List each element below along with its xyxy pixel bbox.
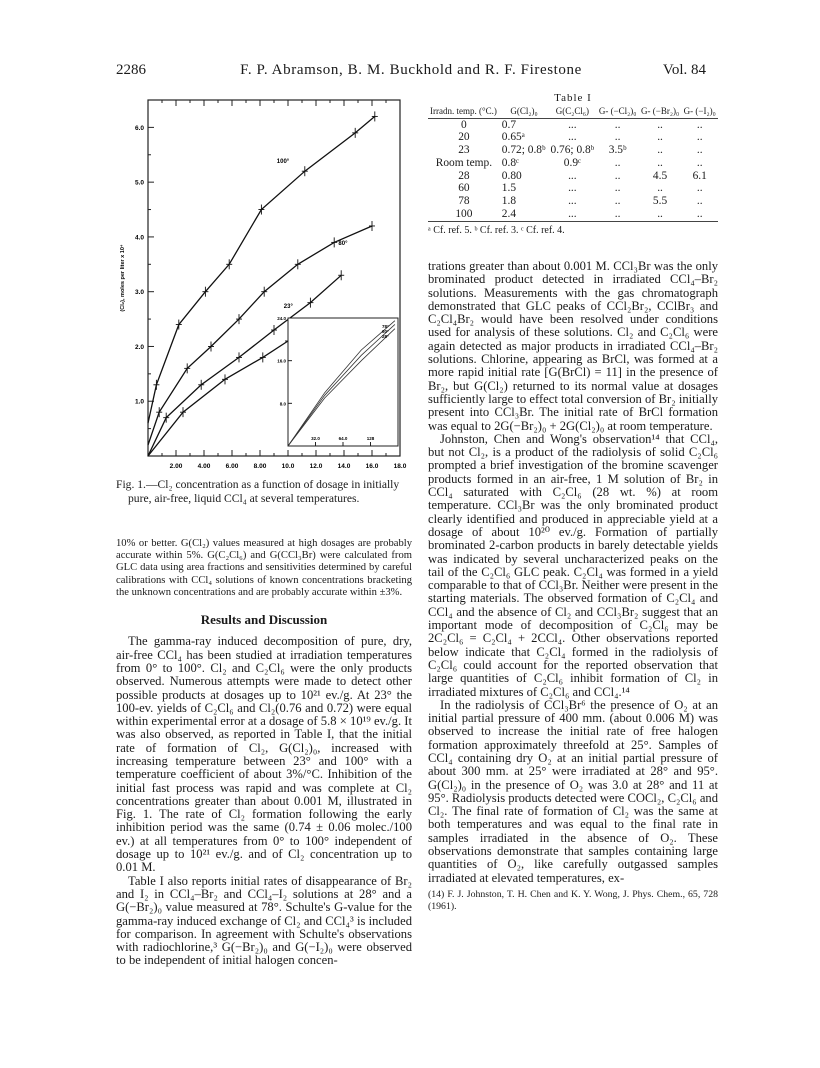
table-cell: 0 — [461, 118, 467, 131]
table-1 — [428, 92, 718, 236]
inset-y-tick-label: 8.0 — [279, 401, 286, 407]
inset-x-tick-label: 64.0 — [338, 436, 348, 441]
table-row — [428, 157, 718, 170]
running-header — [116, 62, 706, 82]
x-tick-label: 14.0 — [337, 463, 351, 470]
table-cell: 20 — [458, 131, 470, 144]
table-cell: .. — [696, 131, 703, 144]
section-title: Results and Discussion — [200, 612, 328, 628]
table-cell: ... — [548, 208, 596, 221]
table-cell: ... — [568, 118, 577, 131]
table-cell: .. — [597, 208, 639, 221]
x-tick-label: 16.0 — [365, 463, 379, 470]
table-cell: 0.72; 0.8ᵇ — [501, 144, 546, 157]
table-cell: 6.1 — [692, 169, 707, 182]
table-cell: 0.65ᵃ — [501, 131, 525, 144]
inset-series-label: 78° — [382, 324, 389, 329]
inset-y-tick-label: 16.0 — [277, 358, 286, 364]
table-column-header: Irradn. temp. (°C.) — [428, 106, 500, 118]
volume-label: Vol. 84 — [662, 62, 706, 78]
table-column-header: G- (−Cl₂)₀ — [597, 106, 639, 118]
y-tick-label: 4.0 — [134, 234, 144, 242]
table-cell: .. — [614, 118, 621, 131]
table-row — [428, 131, 718, 144]
left-column — [116, 538, 412, 968]
table-cell: 28 — [458, 169, 470, 182]
figure-1-chart — [116, 90, 412, 470]
methods-paragraph: 10% or better. G(Cl₂) values measured at high dosages are probably accurate within 5%. G(C₂Cl₆) and G(CCl₃Br) were calculated from GLC data using area fractions and sensitivities determined by careful calibrations with CCl₄ solutions of known concentrations bracketing the unknown concentrations and are probably accurate within ±3%. — [116, 538, 412, 598]
x-tick-label: 12.0 — [309, 463, 323, 470]
table-cell: .. — [657, 131, 663, 144]
table-cell: 0.9ᶜ — [563, 156, 581, 169]
table-cell: .. — [696, 195, 703, 208]
table-row — [428, 144, 718, 157]
table-footnote: ᵃ Cf. ref. 5. ᵇ Cf. ref. 3. ᶜ Cf. ref. 4. — [428, 224, 565, 236]
table-cell: ... — [568, 195, 577, 208]
paragraph: Johnston, Chen and Wong's observation¹⁴ that CCl₄, but not Cl₂, is a product of the radiolysis of solid C₂Cl₆ prompted a brief investigation of the bromine scavenger products formed in an air-free, 1 M solution of Br₂ in CCl₄ saturated with C₂Cl₆ (28 wt. %) at room temperature. CCl₃Br was the only brominated product clearly identified and produced in appreciable yield at a dosage of about 10²⁰ ev./g. Formation of partially brominated 2-carbon products in barely detectable yields was indicated by several uncharacterized peaks on the tail of the C₂Cl₆ GLC peak. C₂Cl₄ was formed in a yield comparable to that of CCl₃Br. Neither were present in the starting materials. The observed formation of C₂Cl₄ and CCl₄ and the absence of Cl₂ and CCl₃Br₂ suggest that an important mode of decomposition of C₂Cl₆ may be 2C₂Cl₆ = C₂Cl₄ + 2CCl₄. Other observations reported below indicate that C₂Cl₄ formed in the radiolysis of C₂Cl₆ could account for the reported observation that large quantities of C₂Cl₆ inhibit formation of Cl₂ in irradiated mixtures of C₂Cl₆ and CCl₄.¹⁴ — [428, 431, 718, 699]
table-cell: ... — [568, 131, 577, 144]
inset-y-tick-label: 24.0 — [277, 316, 286, 321]
table-cell: 0.8ᶜ — [501, 156, 519, 169]
inset-x-tick-label: 128 — [366, 436, 375, 441]
table-cell: 3.5ᵇ — [608, 144, 627, 157]
y-tick-label: 6.0 — [134, 124, 144, 132]
table-cell: 5.5 — [652, 195, 668, 208]
table-cell: Room temp. — [435, 156, 493, 169]
table-cell: 23 — [458, 144, 470, 157]
table-cell: .. — [639, 208, 682, 221]
table-column-header: G- (−I₂)₀ — [681, 106, 718, 118]
table-row — [428, 170, 718, 183]
table-cell: ... — [568, 182, 577, 195]
y-tick-label: 2.0 — [134, 343, 144, 351]
series-label: 80° — [338, 241, 348, 248]
table-cell: 100 — [428, 208, 500, 221]
table-cell: .. — [696, 156, 703, 169]
table-cell: .. — [657, 156, 663, 169]
table-cell: .. — [614, 156, 621, 169]
table-cell: 1.5 — [501, 182, 517, 195]
table-row — [428, 195, 718, 208]
table-cell: ... — [568, 169, 577, 182]
right-column — [428, 260, 718, 913]
table-row — [428, 208, 718, 221]
x-tick-label: 18.0 — [393, 463, 407, 470]
x-tick-label: 10.0 — [281, 463, 295, 470]
table-row — [428, 118, 718, 131]
table-cell: 60 — [458, 182, 470, 195]
table-cell: .. — [657, 144, 663, 157]
inset-x-tick-label: 32.0 — [311, 436, 320, 441]
table-cell: 78 — [458, 195, 470, 208]
table-column-header: G- (−Br₂)₀ — [639, 106, 682, 118]
table-body — [428, 118, 718, 221]
table-cell: .. — [696, 182, 703, 195]
x-tick-label: 4.00 — [197, 463, 211, 470]
series-line — [148, 341, 288, 456]
y-tick-label: 5.0 — [134, 179, 144, 187]
running-authors: F. P. Abramson, B. M. Buckhold and R. F. Firestone — [240, 62, 582, 78]
table-row — [428, 182, 718, 195]
table-cell: .. — [614, 182, 621, 195]
table-cell: 0.76; 0.8ᵇ — [550, 144, 595, 157]
table-cell: .. — [614, 169, 621, 182]
x-tick-label: 8.00 — [253, 463, 267, 470]
y-axis-label: (Cl₂), moles per liter x 10⁴ — [120, 244, 126, 312]
paragraph: Table I also reports initial rates of disappearance of Br₂ and I₂ in CCl₄–Br₂ and CCl₄–I₂ solutions at 28° and a G(−Br₂)₀ value measured at 78°. Schulte's G-value for the gamma-ray induced exchange of Cl₂ and CCl₄³ is included for comparison. In agreement with Schulte's observations with radiochlorine,³ G(−Br₂)₀ and G(−I₂)₀ were observed to be independent of initial halogen concen- — [116, 873, 412, 968]
table-title: Table I — [554, 92, 592, 104]
paragraph: In the radiolysis of CCl₃Br⁶ the presence of O₂ at an initial partial pressure of 400 mm. (about 0.006 M) was observed to increase the initial rate of free halogen formation approximately threefold at 25°. Samples of CCl₄ containing dry O₂ at an initial partial pressure of about 300 mm. at 25° were irradiated at 28° and 95°. G(Cl₂)₀ in the presence of O₂ was 3.0 at 28° and 11 at 95°. Radiolysis products detected were COCl₂, C₂Cl₆ and Cl₂. The final rate of formation of Cl₂ was the same at both temperatures and was equal to the final rate in samples irradiated in the absence of O₂. These observations demonstrate that samples containing large quantities of O₂, like carefully outgassed samples irradiated at elevated temperatures, ex- — [428, 697, 718, 885]
table-column-header: G(C₂Cl₆) — [548, 106, 596, 118]
table-cell: 0.7 — [501, 118, 517, 131]
table-cell: .. — [614, 131, 621, 144]
table-cell: .. — [696, 118, 703, 131]
y-tick-label: 3.0 — [134, 289, 144, 297]
x-tick-label: 6.00 — [225, 463, 239, 470]
table-cell: .. — [696, 144, 703, 157]
series-label: 100° — [276, 158, 290, 165]
table-cell: .. — [681, 208, 718, 221]
paragraph: The gamma-ray induced decomposition of pure, dry, air-free CCl₄ has been studied at irradiation temperatures from 0° to 100°. Cl₂ and C₂Cl₆ were the only products observed. Numerous attempts were made to detect other possible products at dosages up to 10²¹ ev./g. At 23° the 100-ev. yields of C₂Cl₆ and Cl₂(0.76 and 0.72) were equal within experimental error at a dosage of 5.8 × 10¹⁹ ev./g. It was also observed, as reported in Table I, that the initial rate of formation of Cl₂, G(Cl₂)₀, increased with increasing temperature between 23° and 100° with a temperature coefficient of about 3%/°C. Inhibition of the initial fast process was rapid and was complete at Cl₂ concentrations greater than about 0.001 M, illustrated in Fig. 1. The rate of Cl₂ formation following the early inhibition period was the same (0.74 ± 0.06 molec./100 ev.) at all temperatures from 0° to 100° independent of dosage up to 10²¹ ev./g. and of Cl₂ concentration up to 0.01 M. — [116, 634, 412, 875]
figure-caption: Fig. 1.—Cl₂ concentration as a function of dosage in initially pure, air-free, liquid CCl₄ at several temperatures. — [116, 478, 400, 505]
footnote: (14) F. J. Johnston, T. H. Chen and K. Y. Wong, J. Phys. Chem., 65, 728 (1961). — [428, 888, 718, 912]
table-cell: 4.5 — [652, 169, 668, 182]
table-cell: 0.80 — [501, 169, 522, 182]
y-tick-label: 1.0 — [134, 398, 144, 406]
paragraph: trations greater than about 0.001 M. CCl₃Br was the only brominated product detected in irradiated CCl₄–Br₂ solutions. Measurements with the gas chromatograph demonstrated that GLC peaks of CCl₂Br₂, CClBr₃ and C₂Cl₄Br₂ would have been resolved under conditions used for analysis of these solutions. Cl₂ and C₂Cl₆ were again detected as major products in irradiated CCl₄–Br₂ solutions. Chlorine, appearing as BrCl, was formed at a more rapid initial rate [G(BrCl) = 11] in the presence of Br₂, but G(Cl₂) returned to its normal value at dosages sufficiently large to effect total conversion of Br₂ initially present into CCl₃Br. The initial rate of BrCl formation was equal to 2G(−Br₂)₀ + 2G(Cl₂)₀ at room temperature. — [428, 259, 718, 433]
table-cell: .. — [657, 118, 663, 131]
series-label: 23° — [283, 304, 293, 311]
page-number: 2286 — [116, 62, 146, 78]
table-cell: 2.4 — [500, 208, 548, 221]
inset-series-label: 60° — [382, 329, 389, 334]
table-column-header: G(Cl₂)₀ — [500, 106, 548, 118]
inset-series-label: 28° — [382, 334, 389, 339]
table-header-row — [428, 106, 718, 118]
table-cell: 1.8 — [501, 195, 517, 208]
table-cell: .. — [614, 195, 621, 208]
table-cell: .. — [657, 182, 663, 195]
x-tick-label: 2.00 — [169, 463, 183, 470]
